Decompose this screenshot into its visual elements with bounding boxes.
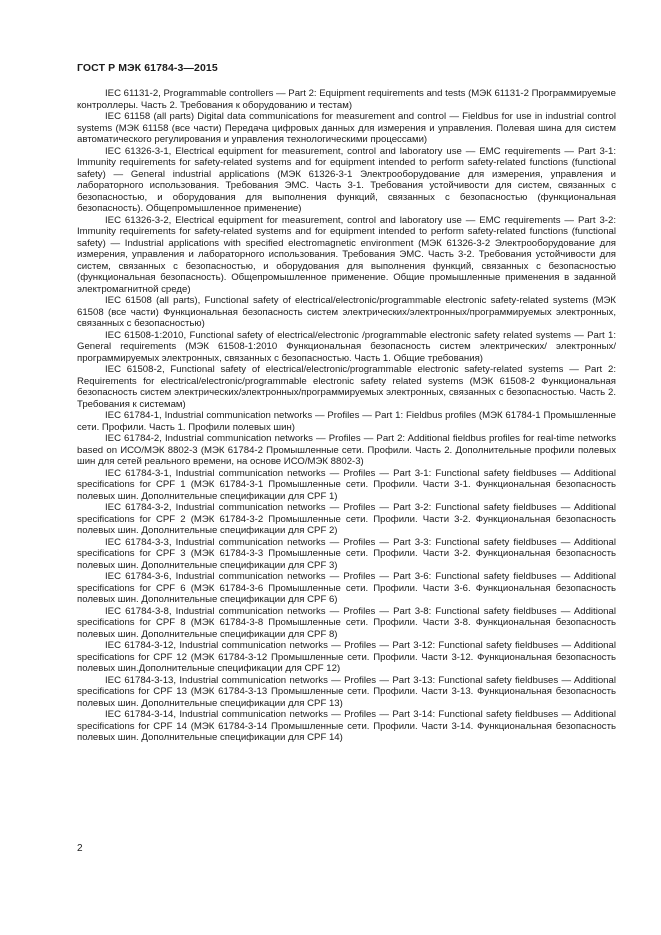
reference-item: IEC 61326-3-2, Electrical equipment for measurement, control and laboratory use — EMC requirements — Part 3-2: Immunity requirements for safety-related systems and for equipment intended to perform safety-related functions (functional safety) — Industrial applications with specified electromagnetic environment (МЭК 61326-3-2 Электрооборудование для измерения, управления и лабораторного использования. Требования ЭМС. Часть 3-2. Требования устойчивости для систем, связанных с безопасностью, и оборудования для выполнения функций, связанных с безопасностью (функциональная безопасность). Общепромышленное применение. Общие промышленные применения в заданной электромагнитной среде) bbox=[77, 214, 616, 295]
reference-item: IEC 61784-3-6, Industrial communication networks — Profiles — Part 3-6: Functional safety fieldbuses — Additional specifications for CPF 6 (МЭК 61784-3-6 Промышленные сети. Профили. Части 3-6. Функциональная безопасность полевых шин. Дополнительные спецификации для CPF 6) bbox=[77, 571, 616, 605]
reference-item: IEC 61784-2, Industrial communication networks — Profiles — Part 2: Additional fieldbus profiles for real-time networks based on ИСО/МЭК 8802-3 (МЭК 61784-2 Промышленные сети. Профили. Часть 2. Дополнительные профили полевых шин для сетей реального времени, на основе ИСО/МЭК 8802-3) bbox=[77, 433, 616, 467]
reference-item: IEC 61784-3-8, Industrial communication networks — Profiles — Part 3-8: Functional safety fieldbuses — Additional specifications for CPF 8 (МЭК 61784-3-8 Промышленные сети. Профили. Части 3-8. Функциональная безопасность полевых шин. Дополнительные спецификации для CPF 8) bbox=[77, 605, 616, 640]
reference-item: IEC 61784-3-12, Industrial communication networks — Profiles — Part 3-12: Functional safety fieldbuses — Additional specifications for CPF 12 (МЭК 61784-3-12 Промышленные сети. Профили. Части 3-12. Функциональная безопасность полевых шин.Дополнительные спецификации для CPF 12) bbox=[77, 640, 616, 674]
document-header: ГОСТ Р МЭК 61784-3—2015 bbox=[77, 62, 218, 74]
reference-item: IEC 61784-3-3, Industrial communication networks — Profiles — Part 3-3: Functional safety fieldbuses — Additional specifications for CPF 3 (МЭК 61784-3-3 Промышленные сети. Профили. Части 3-2. Функциональная безопасность полевых шин. Дополнительные спецификации для CPF 3) bbox=[77, 536, 616, 571]
page-number: 2 bbox=[77, 843, 83, 854]
reference-item: IEC 61784-3-2, Industrial communication networks — Profiles — Part 3-2: Functional safety fieldbuses — Additional specifications for CPF 2 (МЭК 61784-3-2 Промышленные сети. Профили. Части 3-2. Функциональная безопасность полевых шин. Дополнительные спецификации для CPF 2) bbox=[77, 502, 616, 536]
reference-item: IEC 61508-1:2010, Functional safety of electrical/electronic /programmable electronic safety related systems — Part 1: General requirements (МЭК 61508-1:2010 Функциональная безопасность систем электрических/ электронных/программируемых электронных, связанных с безопасностью. Часть 1. Общие требования) bbox=[77, 329, 616, 364]
reference-item: IEC 61508 (all parts), Functional safety of electrical/electronic/programmable electronic safety-related systems (МЭК 61508 (все части) Функциональная безопасность систем электрических/электронных/программируемых электронных, связанных с безопасностью) bbox=[77, 295, 616, 329]
reference-item: IEC 61784-1, Industrial communication networks — Profiles — Part 1: Fieldbus profiles (МЭК 61784-1 Промышленные сети. Профили. Часть 1. Профили полевых шин) bbox=[77, 410, 616, 433]
reference-item: IEC 61784-3-1, Industrial communication networks — Profiles — Part 3-1: Functional safety fieldbuses — Additional specifications for CPF 1 (МЭК 61784-3-1 Промышленные сети. Профили. Части 3-1. Функциональная безопасность полевых шин. Дополнительные спецификации для CPF 1) bbox=[77, 467, 616, 502]
reference-item: IEC 61508-2, Functional safety of electrical/electronic/programmable electronic safety-related systems — Part 2: Requirements for electrical/electronic/programmable electronic safety related systems (МЭК 61508-2 Функциональная безопасность систем электрических/электронных/программируемых электронных, связанных с безопасностью. Часть 2. Требования к системам) bbox=[77, 364, 616, 410]
normative-references bbox=[77, 88, 616, 744]
reference-item: IEC 61131-2, Programmable controllers — Part 2: Equipment requirements and tests (МЭК 61131-2 Программируемые контроллеры. Часть 2. Требования к оборудованию и тестам) bbox=[77, 88, 616, 111]
reference-item: IEC 61784-3-14, Industrial communication networks — Profiles — Part 3-14: Functional safety fieldbuses — Additional specifications for CPF 14 (МЭК 61784-3-14 Промышленные сети. Профили. Части 3-14. Функциональная безопасность полевых шин. Дополнительные спецификации для CPF 14) bbox=[77, 709, 616, 743]
reference-item: IEC 61784-3-13, Industrial communication networks — Profiles — Part 3-13: Functional safety fieldbuses — Additional specifications for CPF 13 (МЭК 61784-3-13 Промышленные сети. Профили. Части 3-13. Функциональная безопасность полевых шин. Дополнительные спецификации для CPF 13) bbox=[77, 674, 616, 709]
reference-item: IEC 61326-3-1, Electrical equipment for measurement, control and laboratory use — EMC requirements — Part 3-1: Immunity requirements for safety-related systems and for equipment intended to perform safety-related functions (functional safety) — General industrial applications (МЭК 61326-3-1 Электрооборудование для измерения, управления и лабораторного использования. Требования ЭМС. Часть 3-1. Требования устойчивости для систем, связанных с безопасностью, и оборудования для выполнения функций, связанных с безопасностью (функциональная безопасность). Общепромышленное применение) bbox=[77, 145, 616, 214]
reference-item: IEC 61158 (all parts) Digital data communications for measurement and control — Fieldbus for use in industrial control systems (МЭК 61158 (все части) Передача цифровых данных для измерения и управления. Полевая шина для систем автоматического регулирования и управления технологическими процессами) bbox=[77, 111, 616, 145]
